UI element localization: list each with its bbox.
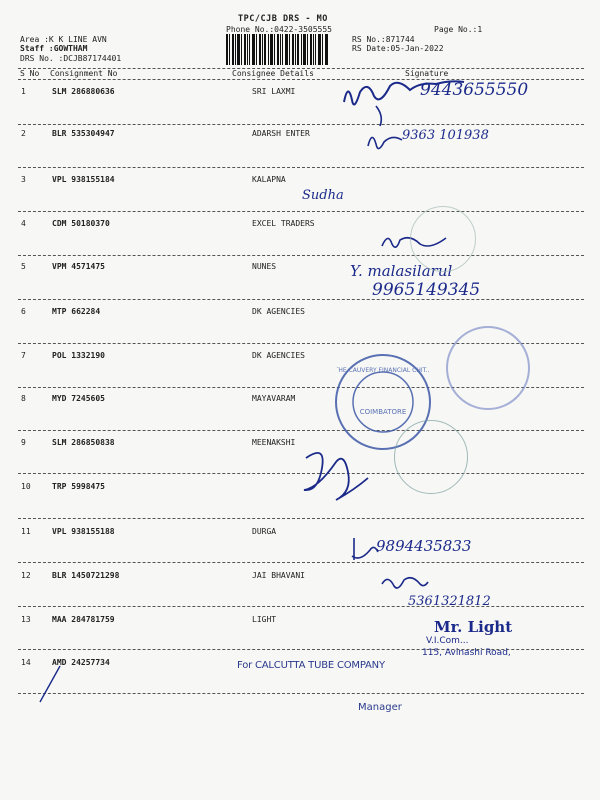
column-header-consignment: Consignment No	[50, 69, 118, 78]
row-consignee: LIGHT	[252, 615, 277, 624]
row-sno: 4	[21, 219, 26, 228]
table-row	[0, 175, 600, 187]
table-row	[0, 219, 600, 231]
row-divider	[18, 211, 584, 212]
row-consignment: VPL 938155184	[52, 175, 115, 184]
company-name-stamp: For CALCUTTA TUBE COMPANY	[237, 660, 385, 671]
row-sno: 3	[21, 175, 26, 184]
phone-handwritten-row-5: 9965149345	[372, 280, 481, 300]
rs-number: RS No.:871744	[352, 35, 415, 44]
phone-number: Phone No.:0422-3505555	[226, 25, 332, 34]
staff-label: Staff :GOWTHAM	[20, 44, 88, 53]
column-header-sno: S No	[20, 69, 40, 78]
row-consignment: MAA 284781759	[52, 615, 115, 624]
row-consignment: TRP 5998475	[52, 482, 105, 491]
row-divider	[18, 255, 584, 256]
row-sno: 11	[21, 527, 31, 536]
row-consignment: SLM 286880636	[52, 87, 115, 96]
signature-row-14	[36, 664, 66, 708]
row-sno: 13	[21, 615, 31, 624]
row-consignment: VPM 4571475	[52, 262, 105, 271]
row-consignee: SRI LAXMI	[252, 87, 296, 96]
phone-handwritten-row-2: 9363 101938	[402, 128, 489, 143]
row-sno: 6	[21, 307, 26, 316]
row-sno: 9	[21, 438, 26, 447]
row-consignment: MTP 662284	[52, 307, 101, 316]
row-consignment: MYD 7245605	[52, 394, 105, 403]
row-divider	[18, 299, 584, 300]
barcode	[226, 34, 328, 65]
row-consignment: AMD 24257734	[52, 658, 110, 667]
row-divider	[18, 606, 584, 607]
manager-label: Manager	[358, 702, 402, 713]
table-row	[0, 571, 600, 583]
row-consignee: DURGA	[252, 527, 277, 536]
table-row	[0, 129, 600, 141]
row-consignee: MEENAKSHI	[252, 438, 296, 447]
row-sno: 5	[21, 262, 26, 271]
row-consignment: VPL 938155188	[52, 527, 115, 536]
row-sno: 7	[21, 351, 26, 360]
row-consignee: NUNES	[252, 262, 277, 271]
phone-handwritten-row-1: 9443655550	[420, 80, 529, 100]
signature-row-11	[350, 534, 380, 568]
mr-light-name: Mr. Light	[434, 618, 513, 636]
row-consignee: ADARSH ENTER	[252, 129, 310, 138]
rs-date: RS Date:05-Jan-2022	[352, 44, 444, 53]
mr-light-stamp	[400, 618, 550, 698]
row-sno: 2	[21, 129, 26, 138]
row-sno: 8	[21, 394, 26, 403]
row-consignment: SLM 286850838	[52, 438, 115, 447]
row-divider	[18, 518, 584, 519]
row-consignment: CDM 50180370	[52, 219, 110, 228]
mr-light-addr1: V.I.Com...	[426, 636, 469, 646]
row-divider	[18, 430, 584, 431]
mr-light-addr2: 115, Avinashi Road,	[422, 648, 511, 658]
row-consignee: DK AGENCIES	[252, 351, 305, 360]
seal-stamp-row-7	[446, 326, 530, 410]
row-sno: 14	[21, 658, 31, 667]
row-divider	[18, 562, 584, 563]
row-consignee: KALAPNA	[252, 175, 286, 184]
page-number: Page No.:1	[434, 25, 483, 34]
drs-number: DRS No. :DCJB87174401	[20, 54, 122, 63]
table-row	[0, 527, 600, 539]
row-consignee: DK AGENCIES	[252, 307, 305, 316]
row-consignee: JAI BHAVANI	[252, 571, 305, 580]
seal-stamp-row-9	[394, 420, 468, 494]
name-handwritten-row-5: Y. malasilarul	[350, 262, 453, 280]
row-consignment: POL 1332190	[52, 351, 105, 360]
signature-row-9	[296, 448, 376, 512]
column-header-signature: Signature	[405, 69, 449, 78]
table-row	[0, 307, 600, 319]
row-consignee: MAYAVARAM	[252, 394, 296, 403]
name-handwritten-row-3: Sudha	[302, 188, 344, 203]
signature-row-2	[366, 128, 406, 162]
row-consignee: EXCEL TRADERS	[252, 219, 315, 228]
document-title: TPC/CJB DRS - MO	[238, 14, 328, 24]
table-row	[0, 262, 600, 274]
row-divider	[18, 167, 584, 168]
seal-company: THE CAUVERY FINANCIAL CHIT...	[337, 367, 429, 374]
row-consignment: BLR 535304947	[52, 129, 115, 138]
column-header-consignee: Consignee Details	[232, 69, 314, 78]
row-consignment: BLR 1450721298	[52, 571, 120, 580]
phone-handwritten-row-11: 9894435833	[376, 537, 472, 555]
row-sno: 12	[21, 571, 31, 580]
phone-handwritten-row-12: 5361321812	[408, 594, 491, 609]
seal-city: COIMBATORE	[359, 408, 407, 416]
seal-stamp-row-4	[410, 206, 476, 272]
area-label: Area :K K LINE AVN	[20, 35, 107, 44]
row-sno: 1	[21, 87, 26, 96]
row-sno: 10	[21, 482, 31, 491]
